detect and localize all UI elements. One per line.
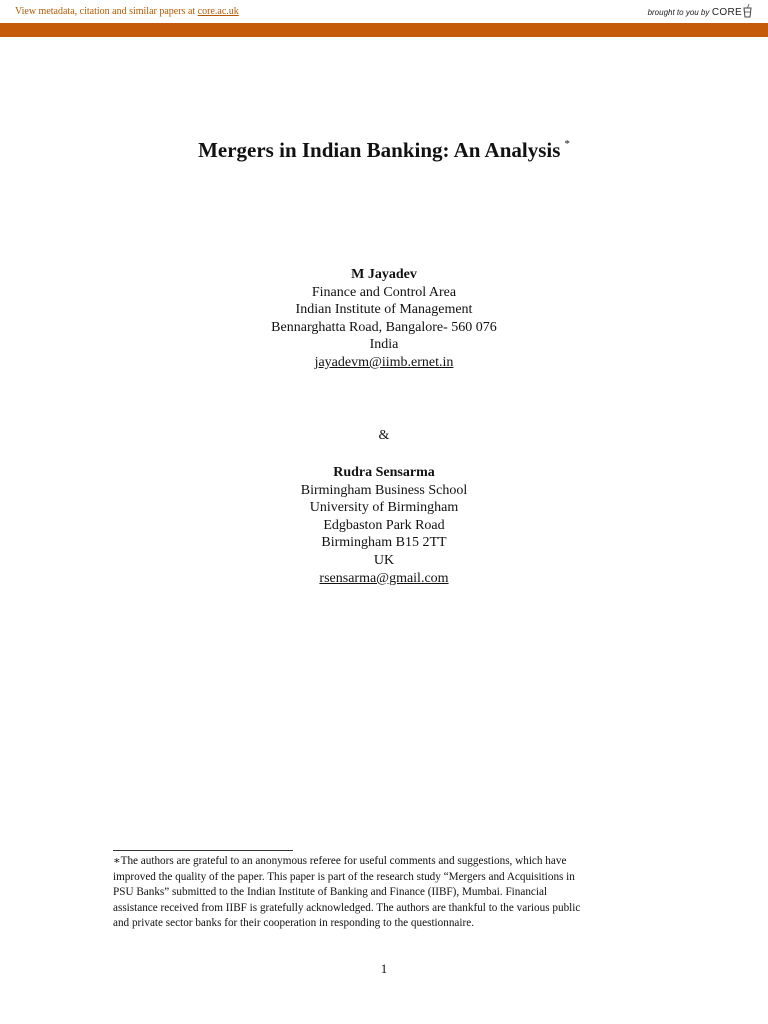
- footnote-line: and private sector banks for their cooperation in responding to the questionnaire.: [113, 917, 474, 929]
- core-stripe: [0, 23, 768, 37]
- affiliation-line: Birmingham B15 2TT: [321, 535, 447, 551]
- affiliation-line: Edgbaston Park Road: [323, 517, 445, 533]
- author-name: M Jayadev: [351, 267, 417, 282]
- page-number: 1: [380, 961, 388, 976]
- paper-title: Mergers in Indian Banking: An Analysis: [198, 138, 561, 162]
- core-metadata-text: View metadata, citation and similar papers at: [15, 6, 196, 17]
- author-email-link[interactable]: rsensarma@gmail.com: [319, 570, 449, 586]
- author-block-1: [0, 266, 768, 372]
- footnote-rule: [113, 850, 293, 851]
- core-brand-name: CORE: [711, 7, 742, 18]
- affiliation-line: Birmingham Business School: [300, 482, 468, 498]
- footnote-line: ∗The authors are grateful to an anonymous referee for useful comments and suggestions, which have: [113, 855, 567, 867]
- author-email-link[interactable]: jayadevm@iimb.ernet.in: [314, 354, 454, 370]
- author-block-2: [0, 464, 768, 587]
- core-brand[interactable]: [648, 7, 742, 18]
- footnote: [113, 854, 653, 932]
- paper-title-container: [0, 138, 768, 163]
- affiliation-line: India: [369, 337, 399, 353]
- core-metadata-link[interactable]: [15, 6, 239, 17]
- footnote-line: improved the quality of the paper. This paper is part of the research study “Mergers and Acquisitions in: [113, 870, 575, 883]
- core-logo-icon: [743, 3, 752, 18]
- affiliation-line: Bennarghatta Road, Bangalore- 560 076: [271, 319, 497, 335]
- core-ac-uk-link[interactable]: core.ac.uk: [197, 6, 239, 17]
- footnote-line: PSU Banks” submitted to the Indian Institute of Banking and Finance (IIBF), Mumbai. Financial: [113, 886, 548, 898]
- core-banner: [0, 0, 768, 23]
- affiliation-line: University of Birmingham: [309, 500, 459, 516]
- affiliation-line: UK: [373, 552, 395, 568]
- title-footnote-mark: *: [564, 138, 570, 150]
- author-name: Rudra Sensarma: [333, 465, 435, 480]
- affiliation-line: Finance and Control Area: [311, 284, 457, 300]
- author-separator: &: [378, 428, 390, 443]
- affiliation-line: Indian Institute of Management: [295, 302, 473, 318]
- footnote-line: assistance received from IIBF is gratefully acknowledged. The authors are thankful to the various public: [113, 901, 581, 914]
- brought-to-you-text: brought to you by: [647, 8, 710, 17]
